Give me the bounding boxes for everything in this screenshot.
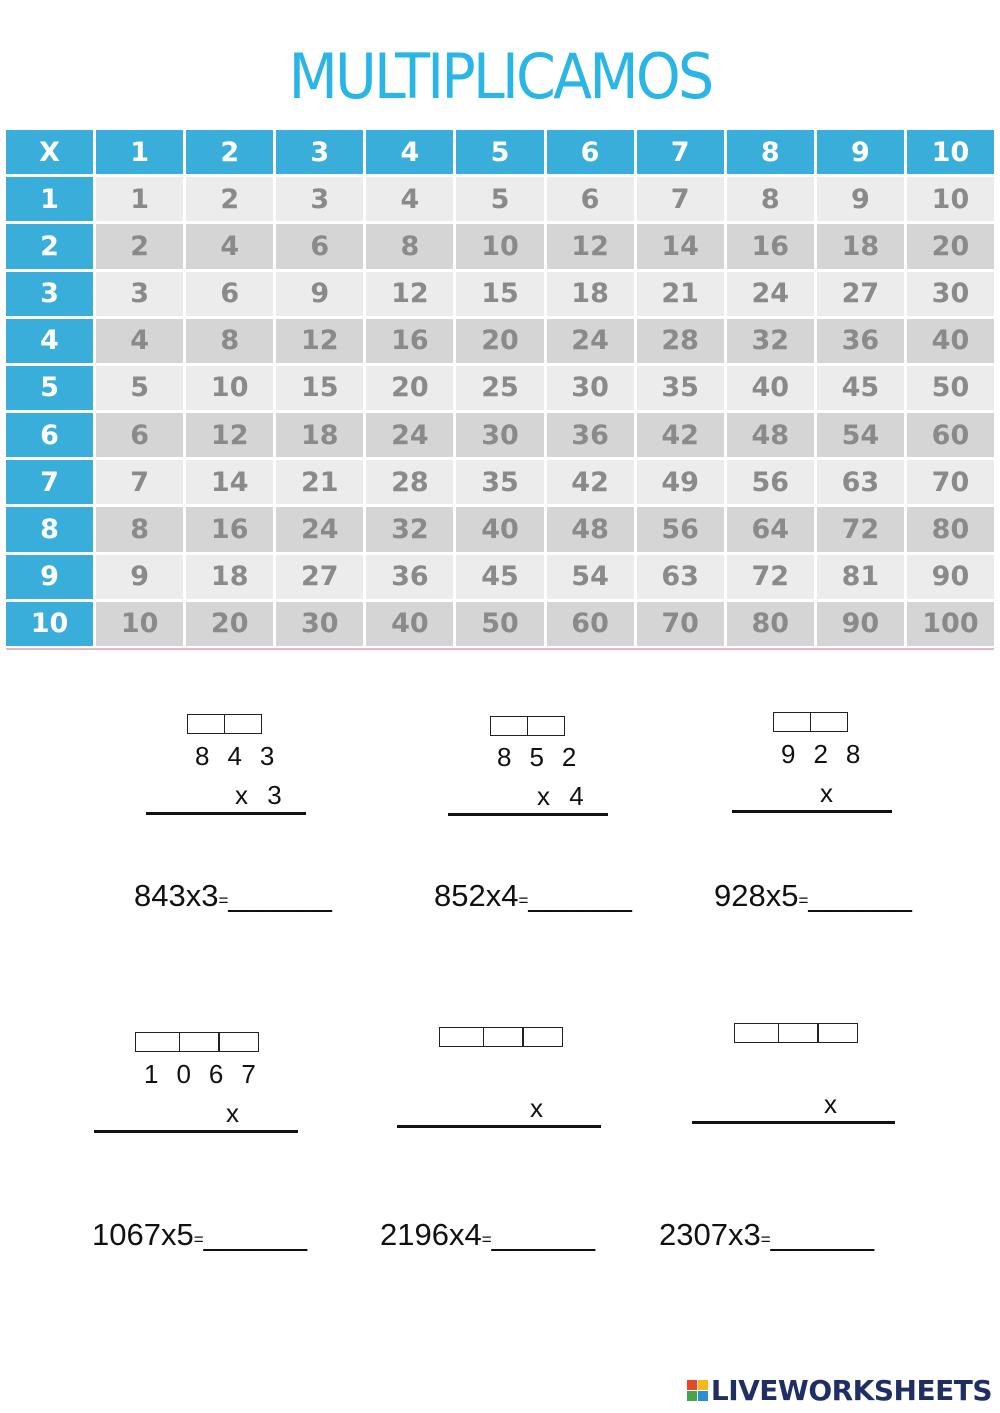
table-cell: 90 <box>907 555 994 599</box>
table-cell: 30 <box>456 413 543 457</box>
carry-boxes[interactable] <box>187 714 262 734</box>
answer-blank[interactable]: ______ <box>228 878 332 913</box>
table-cell: 12 <box>547 224 634 268</box>
table-cell: 100 <box>907 602 994 646</box>
row-header: 10 <box>6 602 93 646</box>
table-cell: 56 <box>637 507 724 551</box>
table-cell: 56 <box>727 460 814 504</box>
multiplier: x <box>824 1089 837 1119</box>
table-cell: 12 <box>186 413 273 457</box>
table-cell: 9 <box>276 272 363 316</box>
row-header: 7 <box>6 460 93 504</box>
table-cell: 6 <box>276 224 363 268</box>
answer-blank[interactable]: ______ <box>808 878 912 913</box>
column-header: 10 <box>907 130 994 174</box>
table-cell: 25 <box>456 366 543 410</box>
table-cell: 28 <box>637 319 724 363</box>
table-cell: 10 <box>96 602 183 646</box>
table-cell: 3 <box>96 272 183 316</box>
table-cell: 8 <box>96 507 183 551</box>
result-line <box>94 1130 298 1133</box>
table-cell: 7 <box>637 177 724 221</box>
carry-boxes[interactable] <box>439 1027 563 1047</box>
table-cell: 45 <box>817 366 904 410</box>
table-cell: 54 <box>817 413 904 457</box>
table-cell: 35 <box>637 366 724 410</box>
table-cell: 60 <box>547 602 634 646</box>
logo-square <box>698 1380 708 1390</box>
table-cell: 18 <box>817 224 904 268</box>
table-cell: 24 <box>547 319 634 363</box>
column-header: 4 <box>366 130 453 174</box>
table-corner: X <box>6 130 93 174</box>
table-cell: 18 <box>547 272 634 316</box>
table-cell: 54 <box>547 555 634 599</box>
multiplicand: 852 <box>497 742 595 772</box>
table-cell: 12 <box>366 272 453 316</box>
logo-square <box>687 1380 697 1390</box>
table-cell: 18 <box>186 555 273 599</box>
table-cell: 10 <box>907 177 994 221</box>
table-cell: 3 <box>276 177 363 221</box>
multiplier: x 4 <box>537 781 584 811</box>
table-cell: 16 <box>186 507 273 551</box>
result-line <box>692 1121 895 1124</box>
table-cell: 63 <box>817 460 904 504</box>
multiplier: x <box>820 778 833 808</box>
logo-text: LIVEWORKSHEETS <box>710 1374 992 1407</box>
result-line <box>397 1125 601 1128</box>
row-header: 5 <box>6 366 93 410</box>
answer-blank[interactable]: ______ <box>203 1217 308 1252</box>
table-cell: 90 <box>817 602 904 646</box>
table-cell: 50 <box>907 366 994 410</box>
expression: 2196x4=______ <box>380 1217 596 1252</box>
table-cell: 60 <box>907 413 994 457</box>
table-cell: 40 <box>907 319 994 363</box>
multiplicand: 843 <box>195 741 293 771</box>
logo-square <box>687 1391 697 1401</box>
table-cell: 15 <box>276 366 363 410</box>
table-cell: 14 <box>637 224 724 268</box>
row-header: 4 <box>6 319 93 363</box>
table-cell: 27 <box>817 272 904 316</box>
table-cell: 10 <box>186 366 273 410</box>
table-cell: 42 <box>637 413 724 457</box>
table-cell: 42 <box>547 460 634 504</box>
table-cell: 80 <box>727 602 814 646</box>
column-header: 5 <box>456 130 543 174</box>
table-cell: 36 <box>547 413 634 457</box>
expression: 1067x5=______ <box>92 1217 308 1252</box>
multiplicand: 1067 <box>144 1059 274 1089</box>
column-header: 2 <box>186 130 273 174</box>
table-cell: 40 <box>727 366 814 410</box>
result-line <box>732 810 892 813</box>
multiplier: x 3 <box>235 780 282 810</box>
table-cell: 24 <box>276 507 363 551</box>
table-cell: 20 <box>186 602 273 646</box>
multiplier: x <box>226 1098 239 1128</box>
logo-square <box>698 1391 708 1401</box>
column-header: 7 <box>637 130 724 174</box>
table-cell: 4 <box>96 319 183 363</box>
table-cell: 49 <box>637 460 724 504</box>
table-cell: 40 <box>366 602 453 646</box>
table-cell: 81 <box>817 555 904 599</box>
table-cell: 2 <box>96 224 183 268</box>
table-cell: 64 <box>727 507 814 551</box>
table-cell: 14 <box>186 460 273 504</box>
table-cell: 4 <box>366 177 453 221</box>
carry-boxes[interactable] <box>135 1032 259 1052</box>
divider <box>6 648 994 650</box>
table-cell: 36 <box>817 319 904 363</box>
table-cell: 1 <box>96 177 183 221</box>
expression: 928x5=______ <box>714 878 912 913</box>
table-cell: 70 <box>637 602 724 646</box>
table-cell: 5 <box>96 366 183 410</box>
table-cell: 70 <box>907 460 994 504</box>
result-line <box>146 812 306 815</box>
carry-boxes[interactable] <box>773 712 848 732</box>
table-cell: 7 <box>96 460 183 504</box>
answer-blank[interactable]: ______ <box>491 1217 596 1252</box>
table-cell: 9 <box>96 555 183 599</box>
table-cell: 20 <box>366 366 453 410</box>
multiplication-table <box>6 130 994 646</box>
table-cell: 6 <box>96 413 183 457</box>
table-cell: 6 <box>186 272 273 316</box>
table-cell: 35 <box>456 460 543 504</box>
table-cell: 6 <box>547 177 634 221</box>
table-cell: 48 <box>547 507 634 551</box>
table-cell: 9 <box>817 177 904 221</box>
logo-icon <box>687 1380 708 1401</box>
table-cell: 10 <box>456 224 543 268</box>
table-cell: 2 <box>186 177 273 221</box>
row-header: 9 <box>6 555 93 599</box>
table-cell: 16 <box>366 319 453 363</box>
table-cell: 12 <box>276 319 363 363</box>
table-cell: 72 <box>727 555 814 599</box>
row-header: 6 <box>6 413 93 457</box>
table-cell: 8 <box>727 177 814 221</box>
table-cell: 21 <box>276 460 363 504</box>
table-cell: 20 <box>456 319 543 363</box>
table-cell: 20 <box>907 224 994 268</box>
table-cell: 21 <box>637 272 724 316</box>
table-cell: 30 <box>276 602 363 646</box>
column-header: 6 <box>547 130 634 174</box>
answer-blank[interactable]: ______ <box>770 1217 875 1252</box>
table-cell: 80 <box>907 507 994 551</box>
column-header: 9 <box>817 130 904 174</box>
row-header: 8 <box>6 507 93 551</box>
table-cell: 28 <box>366 460 453 504</box>
table-cell: 50 <box>456 602 543 646</box>
column-header: 1 <box>96 130 183 174</box>
answer-blank[interactable]: ______ <box>528 878 632 913</box>
table-cell: 15 <box>456 272 543 316</box>
multiplicand: 928 <box>781 739 879 769</box>
row-header: 1 <box>6 177 93 221</box>
table-cell: 45 <box>456 555 543 599</box>
carry-boxes[interactable] <box>490 716 565 736</box>
table-cell: 8 <box>186 319 273 363</box>
expression: 852x4=______ <box>434 878 632 913</box>
column-header: 3 <box>276 130 363 174</box>
table-cell: 32 <box>366 507 453 551</box>
table-cell: 5 <box>456 177 543 221</box>
table-cell: 24 <box>727 272 814 316</box>
carry-boxes[interactable] <box>734 1023 858 1043</box>
row-header: 2 <box>6 224 93 268</box>
column-header: 8 <box>727 130 814 174</box>
expression: 843x3=______ <box>134 878 332 913</box>
table-cell: 27 <box>276 555 363 599</box>
table-cell: 8 <box>366 224 453 268</box>
liveworksheets-logo <box>687 1374 992 1407</box>
table-cell: 30 <box>907 272 994 316</box>
table-cell: 32 <box>727 319 814 363</box>
result-line <box>448 813 608 816</box>
table-cell: 48 <box>727 413 814 457</box>
table-cell: 24 <box>366 413 453 457</box>
table-cell: 72 <box>817 507 904 551</box>
table-cell: 18 <box>276 413 363 457</box>
expression: 2307x3=______ <box>659 1217 875 1252</box>
page-title: MULTIPLICAMOS <box>288 40 712 113</box>
multiplier: x <box>530 1093 543 1123</box>
table-cell: 63 <box>637 555 724 599</box>
row-header: 3 <box>6 272 93 316</box>
table-cell: 30 <box>547 366 634 410</box>
table-cell: 40 <box>456 507 543 551</box>
table-cell: 16 <box>727 224 814 268</box>
table-cell: 36 <box>366 555 453 599</box>
table-cell: 4 <box>186 224 273 268</box>
